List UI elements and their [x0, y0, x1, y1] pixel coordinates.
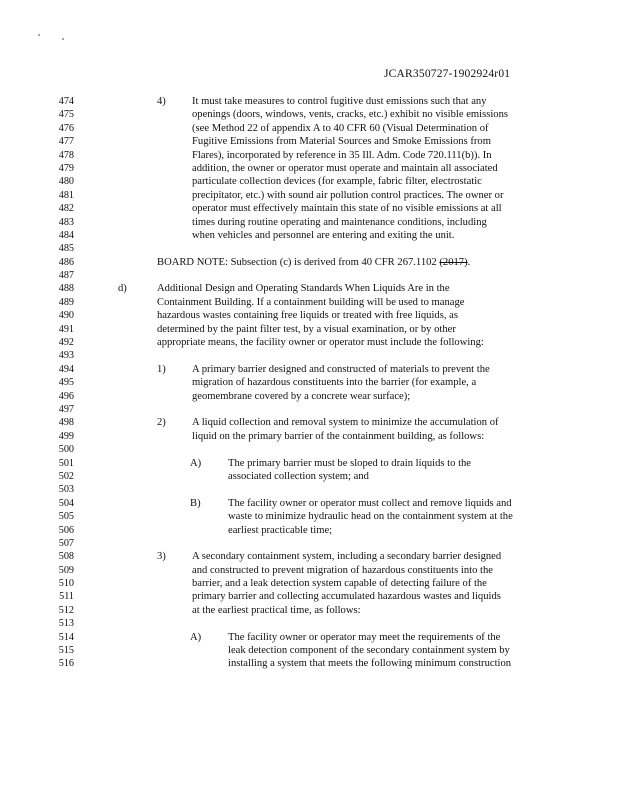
document-line	[0, 122, 618, 135]
line-text	[157, 296, 464, 309]
document-line	[0, 269, 618, 282]
document-line	[0, 604, 618, 617]
line-number: 474	[58, 96, 74, 107]
document-line	[0, 403, 618, 416]
document-line	[0, 349, 618, 362]
line-number: 499	[58, 430, 74, 442]
document-line	[0, 657, 618, 670]
line-text-content: The facility owner or operator must collect and remove liquids and	[228, 497, 512, 509]
line-number: 500	[58, 444, 74, 456]
line-number: 489	[58, 296, 74, 308]
line-text-content: It must take measures to control fugitive dust emissions such that any	[192, 96, 487, 107]
scan-speck	[62, 38, 64, 40]
document-line	[0, 644, 618, 657]
line-text	[192, 189, 504, 202]
document-line	[0, 256, 618, 269]
line-number: 506	[58, 524, 74, 536]
document-line	[0, 430, 618, 443]
line-text-content: leak detection component of the secondary containment system by	[228, 645, 510, 657]
line-text-content: earliest practicable time;	[228, 524, 333, 536]
document-line	[0, 95, 618, 108]
line-number: 516	[58, 658, 74, 670]
line-text-content: precipitator, etc.) with sound air pollution control practices. The owner or	[192, 189, 504, 201]
line-number: 507	[58, 537, 74, 549]
line-number: 482	[58, 203, 74, 215]
document-line	[0, 483, 618, 496]
document-line	[0, 577, 618, 590]
line-text-content: A secondary containment system, including a secondary barrier designed	[192, 551, 502, 563]
line-text	[157, 309, 458, 322]
document-line	[0, 296, 618, 309]
line-text	[192, 577, 487, 590]
line-text	[192, 376, 476, 389]
line-text-content: associated collection system; and	[228, 470, 369, 482]
document-line	[0, 282, 618, 295]
line-text-content: when vehicles and personnel are entering and exiting the unit.	[192, 229, 455, 241]
line-number: 497	[58, 403, 74, 415]
line-number: 488	[58, 283, 74, 295]
line-number: 494	[58, 363, 74, 375]
document-body	[0, 95, 618, 671]
document-line	[0, 376, 618, 389]
document-line	[0, 510, 618, 523]
subsection-label: A)	[190, 457, 202, 469]
line-text	[228, 631, 500, 644]
line-text	[192, 162, 498, 175]
line-number: 475	[58, 109, 74, 121]
document-line	[0, 443, 618, 456]
document-line	[0, 363, 618, 376]
line-text-content: times during routine operating and maintenance conditions, including	[192, 216, 487, 228]
subsection-label: 4)	[157, 96, 166, 107]
document-line	[0, 216, 618, 229]
line-text-content: Fugitive Emissions from Material Sources and Smoke Emissions from	[192, 136, 491, 148]
line-number: 480	[58, 176, 74, 188]
line-number: 514	[58, 631, 74, 643]
line-text-content: Additional Design and Operating Standards When Liquids Are in the	[157, 283, 450, 295]
document-line	[0, 175, 618, 188]
line-number: 490	[58, 310, 74, 322]
line-number: 513	[58, 618, 74, 630]
line-text-content: BOARD NOTE: Subsection (c) is derived from 40 CFR 267.1102	[157, 256, 440, 268]
line-text-content: liquid on the primary barrier of the containment building, as follows:	[192, 430, 485, 442]
line-text	[192, 416, 499, 429]
subsection-label: 2)	[157, 417, 166, 429]
line-text-content: The primary barrier must be sloped to drain liquids to the	[228, 457, 472, 469]
document-line	[0, 108, 618, 121]
line-text	[157, 336, 484, 349]
line-number: 496	[58, 390, 74, 402]
document-line	[0, 617, 618, 630]
line-text-content: at the earliest practical time, as follows:	[192, 604, 361, 616]
scan-speck	[38, 34, 40, 36]
line-number: 495	[58, 377, 74, 389]
line-text	[192, 390, 410, 403]
line-text	[157, 256, 470, 269]
line-text	[228, 457, 471, 470]
line-number: 504	[58, 497, 74, 509]
line-text-content: particulate collection devices (for example, fabric filter, electrostatic	[192, 176, 482, 188]
document-line	[0, 309, 618, 322]
line-text	[192, 175, 482, 188]
line-text	[228, 644, 510, 657]
line-number: 512	[58, 604, 74, 616]
document-line	[0, 564, 618, 577]
document-line	[0, 537, 618, 550]
line-text-content: A liquid collection and removal system to minimize the accumulation of	[192, 417, 499, 429]
line-text-content: addition, the owner or operator must operate and maintain all associated	[192, 162, 498, 174]
line-text	[228, 524, 332, 537]
line-number: 511	[59, 591, 74, 603]
line-text-content: waste to minimize hydraulic head on the containment system at the	[228, 511, 513, 523]
line-number: 515	[58, 645, 74, 657]
line-text-content: and constructed to prevent migration of hazardous constituents into the	[192, 564, 493, 576]
line-text	[192, 564, 493, 577]
line-number: 508	[58, 551, 74, 563]
document-line	[0, 457, 618, 470]
line-number: 485	[58, 243, 74, 255]
line-text	[192, 550, 501, 563]
line-text-suffix: .	[467, 256, 471, 268]
line-text	[192, 135, 491, 148]
document-line	[0, 470, 618, 483]
line-text-content: barrier, and a leak detection system capable of detecting failure of the	[192, 578, 487, 590]
line-number: 477	[58, 136, 74, 148]
line-text	[192, 149, 492, 162]
line-text	[192, 430, 484, 443]
document-line	[0, 149, 618, 162]
line-text-content: geomembrane covered by a concrete wear surface);	[192, 390, 411, 402]
line-number: 476	[58, 122, 74, 134]
line-text-content: hazardous wastes containing free liquids or treated with free liquids, as	[157, 310, 458, 322]
line-number: 498	[58, 417, 74, 429]
document-id: JCAR350727-1902924r01	[384, 68, 511, 80]
line-number: 483	[58, 216, 74, 228]
line-text	[192, 604, 361, 617]
struck-text: (2017)	[439, 256, 468, 268]
line-number: 510	[58, 578, 74, 590]
document-line	[0, 336, 618, 349]
document-line	[0, 229, 618, 242]
line-text-content: appropriate means, the facility owner or operator must include the following:	[157, 337, 484, 349]
line-text-content: A primary barrier designed and constructed of materials to prevent the	[192, 363, 490, 375]
line-text	[228, 470, 369, 483]
line-text	[192, 590, 501, 603]
line-text-content: installing a system that meets the following minimum construction	[228, 658, 512, 670]
line-number: 484	[58, 229, 74, 241]
document-line	[0, 524, 618, 537]
line-number: 478	[58, 149, 74, 161]
subsection-label: 3)	[157, 551, 166, 563]
line-text	[192, 95, 487, 108]
document-line	[0, 189, 618, 202]
line-text-content: operator must effectively maintain this state of no visible emissions at all	[192, 203, 502, 215]
line-number: 493	[58, 350, 74, 362]
line-text-content: (see Method 22 of appendix A to 40 CFR 60 (Visual Determination of	[192, 122, 489, 134]
line-number: 491	[58, 323, 74, 335]
line-text-content: primary barrier and collecting accumulated hazardous wastes and liquids	[192, 591, 501, 603]
subsection-label: 1)	[157, 363, 166, 375]
line-text-content: Flares), incorporated by reference in 35 Ill. Adm. Code 720.111(b)). In	[192, 149, 492, 161]
document-line	[0, 242, 618, 255]
document-line	[0, 416, 618, 429]
document-line	[0, 390, 618, 403]
line-text	[157, 323, 456, 336]
line-text	[228, 497, 512, 510]
line-number: 481	[58, 189, 74, 201]
line-text	[192, 216, 487, 229]
line-number: 503	[58, 484, 74, 496]
line-text-content: openings (doors, windows, vents, cracks, etc.) exhibit no visible emissions	[192, 109, 509, 121]
line-text	[228, 510, 513, 523]
document-line	[0, 631, 618, 644]
line-number: 501	[58, 457, 74, 469]
line-text	[228, 657, 511, 670]
line-number: 509	[58, 564, 74, 576]
line-number: 486	[58, 256, 74, 268]
line-number: 492	[58, 337, 74, 349]
line-text-content: The facility owner or operator may meet the requirements of the	[228, 631, 501, 643]
line-text-content: determined by the paint filter test, by a visual examination, or by other	[157, 323, 456, 335]
line-number: 505	[58, 511, 74, 523]
line-text-content: migration of hazardous constituents into the barrier (for example, a	[192, 377, 477, 389]
subsection-label: d)	[118, 283, 127, 295]
document-line	[0, 497, 618, 510]
subsection-label: A)	[190, 631, 202, 643]
line-text	[192, 363, 490, 376]
line-text	[192, 202, 502, 215]
line-number: 502	[58, 470, 74, 482]
line-text	[192, 229, 454, 242]
document-line	[0, 202, 618, 215]
document-line	[0, 550, 618, 563]
line-text	[157, 282, 450, 295]
document-line	[0, 135, 618, 148]
document-line	[0, 162, 618, 175]
document-line	[0, 323, 618, 336]
subsection-label: B)	[190, 497, 201, 509]
document-line	[0, 590, 618, 603]
line-number: 487	[58, 270, 74, 282]
line-text	[192, 108, 508, 121]
line-text-content: Containment Building. If a containment building will be used to manage	[157, 296, 465, 308]
line-number: 479	[58, 162, 74, 174]
line-text	[192, 122, 489, 135]
